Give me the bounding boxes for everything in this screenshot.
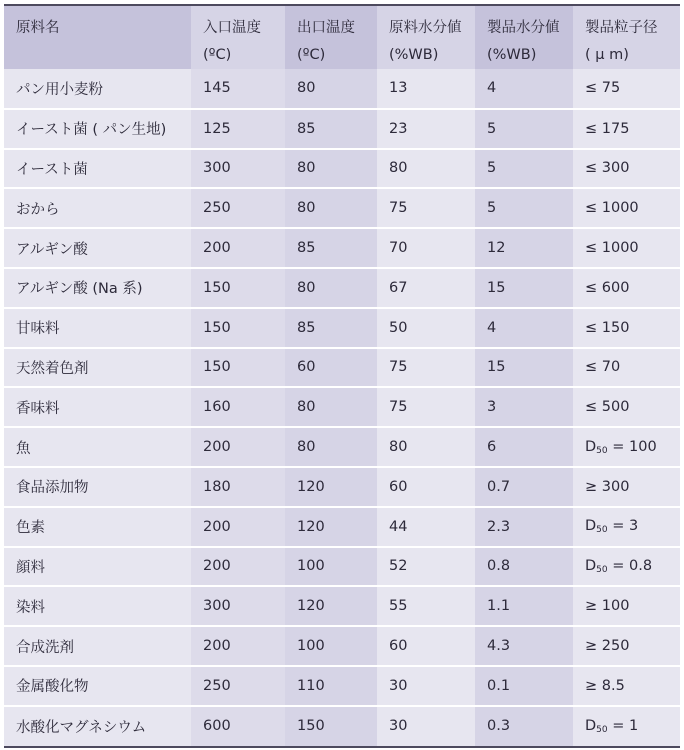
cell-inlet-temp: 250 bbox=[191, 188, 285, 228]
cell-inlet-temp: 125 bbox=[191, 109, 285, 149]
cell-raw-moisture: 55 bbox=[377, 586, 475, 626]
cell-particle-size: $D_{50} = 100$ bbox=[573, 427, 680, 467]
cell-material: 天然着色剤 bbox=[4, 348, 191, 388]
cell-outlet-temp: 80 bbox=[285, 387, 377, 427]
cell-outlet-temp: 85 bbox=[285, 308, 377, 348]
cell-inlet-temp: 300 bbox=[191, 149, 285, 189]
cell-particle-size: ≥ 8.5 bbox=[573, 666, 680, 706]
cell-particle-size: ≥ 250 bbox=[573, 626, 680, 666]
cell-outlet-temp: 120 bbox=[285, 586, 377, 626]
header-inlet-temp bbox=[191, 6, 285, 69]
cell-product-moisture: 3 bbox=[475, 387, 573, 427]
table-row bbox=[4, 348, 680, 388]
cell-raw-moisture: 75 bbox=[377, 188, 475, 228]
cell-material: 食品添加物 bbox=[4, 467, 191, 507]
table-row bbox=[4, 387, 680, 427]
table-row bbox=[4, 467, 680, 507]
cell-particle-size: ≤ 600 bbox=[573, 268, 680, 308]
cell-material: 顔料 bbox=[4, 547, 191, 587]
cell-material: イースト菌 bbox=[4, 149, 191, 189]
cell-inlet-temp: 300 bbox=[191, 586, 285, 626]
cell-particle-size: ≤ 300 bbox=[573, 149, 680, 189]
cell-particle-size: $D_{50} = 3$ bbox=[573, 507, 680, 547]
header-raw-moisture-unit: (%WB) bbox=[389, 47, 439, 63]
cell-raw-moisture: 30 bbox=[377, 666, 475, 706]
cell-raw-moisture: 75 bbox=[377, 387, 475, 427]
cell-inlet-temp: 150 bbox=[191, 308, 285, 348]
cell-particle-size: ≥ 300 bbox=[573, 467, 680, 507]
table-row bbox=[4, 427, 680, 467]
cell-material: 魚 bbox=[4, 427, 191, 467]
cell-raw-moisture: 67 bbox=[377, 268, 475, 308]
cell-raw-moisture: 52 bbox=[377, 547, 475, 587]
table-header bbox=[4, 6, 680, 69]
cell-inlet-temp: 200 bbox=[191, 228, 285, 268]
table-row bbox=[4, 109, 680, 149]
cell-raw-moisture: 75 bbox=[377, 348, 475, 388]
cell-particle-size: $D_{50} = 1$ bbox=[573, 706, 680, 746]
header-product-moisture bbox=[475, 6, 573, 69]
cell-inlet-temp: 180 bbox=[191, 467, 285, 507]
cell-product-moisture: 5 bbox=[475, 109, 573, 149]
header-particle-size-label: 製品粒子径 bbox=[585, 20, 658, 36]
cell-raw-moisture: 30 bbox=[377, 706, 475, 746]
cell-outlet-temp: 150 bbox=[285, 706, 377, 746]
header-particle-size-unit: ( μ m) bbox=[585, 47, 629, 63]
cell-outlet-temp: 80 bbox=[285, 188, 377, 228]
table-row bbox=[4, 626, 680, 666]
header-outlet-temp-label: 出口温度 bbox=[297, 20, 355, 36]
cell-material: イースト菌 ( パン生地) bbox=[4, 109, 191, 149]
table-row bbox=[4, 149, 680, 189]
table-row bbox=[4, 507, 680, 547]
cell-product-moisture: 0.3 bbox=[475, 706, 573, 746]
drying-conditions-table bbox=[4, 6, 680, 746]
header-product-moisture-label: 製品水分値 bbox=[487, 20, 560, 36]
cell-outlet-temp: 100 bbox=[285, 547, 377, 587]
header-particle-size bbox=[573, 6, 680, 69]
table-row bbox=[4, 268, 680, 308]
cell-inlet-temp: 250 bbox=[191, 666, 285, 706]
cell-particle-size: ≤ 175 bbox=[573, 109, 680, 149]
cell-raw-moisture: 70 bbox=[377, 228, 475, 268]
cell-particle-size: ≤ 500 bbox=[573, 387, 680, 427]
cell-inlet-temp: 150 bbox=[191, 268, 285, 308]
cell-outlet-temp: 100 bbox=[285, 626, 377, 666]
cell-material: 合成洗剤 bbox=[4, 626, 191, 666]
cell-inlet-temp: 145 bbox=[191, 69, 285, 109]
header-outlet-temp-unit: (ºC) bbox=[297, 47, 326, 63]
cell-material: 香味料 bbox=[4, 387, 191, 427]
cell-inlet-temp: 200 bbox=[191, 427, 285, 467]
cell-raw-moisture: 13 bbox=[377, 69, 475, 109]
cell-product-moisture: 2.3 bbox=[475, 507, 573, 547]
table-bottom-rule bbox=[4, 746, 680, 748]
cell-inlet-temp: 160 bbox=[191, 387, 285, 427]
cell-particle-size: ≤ 150 bbox=[573, 308, 680, 348]
cell-particle-size: ≤ 1000 bbox=[573, 228, 680, 268]
header-inlet-temp-unit: (ºC) bbox=[203, 47, 232, 63]
table-row bbox=[4, 547, 680, 587]
cell-raw-moisture: 44 bbox=[377, 507, 475, 547]
cell-material: 金属酸化物 bbox=[4, 666, 191, 706]
cell-product-moisture: 4 bbox=[475, 69, 573, 109]
header-raw-moisture bbox=[377, 6, 475, 69]
table-row bbox=[4, 228, 680, 268]
header-material-label: 原料名 bbox=[16, 20, 60, 36]
table-row bbox=[4, 308, 680, 348]
cell-material: アルギン酸 (Na 系) bbox=[4, 268, 191, 308]
cell-product-moisture: 0.7 bbox=[475, 467, 573, 507]
cell-product-moisture: 4.3 bbox=[475, 626, 573, 666]
header-inlet-temp-label: 入口温度 bbox=[203, 20, 261, 36]
cell-product-moisture: 5 bbox=[475, 149, 573, 189]
header-row bbox=[4, 6, 680, 69]
cell-product-moisture: 12 bbox=[475, 228, 573, 268]
cell-product-moisture: 1.1 bbox=[475, 586, 573, 626]
cell-raw-moisture: 80 bbox=[377, 427, 475, 467]
cell-outlet-temp: 85 bbox=[285, 228, 377, 268]
cell-material: 色素 bbox=[4, 507, 191, 547]
cell-inlet-temp: 600 bbox=[191, 706, 285, 746]
cell-raw-moisture: 80 bbox=[377, 149, 475, 189]
cell-product-moisture: 5 bbox=[475, 188, 573, 228]
table-row bbox=[4, 69, 680, 109]
cell-material: 甘味料 bbox=[4, 308, 191, 348]
cell-material: アルギン酸 bbox=[4, 228, 191, 268]
cell-product-moisture: 6 bbox=[475, 427, 573, 467]
table-row bbox=[4, 188, 680, 228]
cell-outlet-temp: 110 bbox=[285, 666, 377, 706]
cell-product-moisture: 0.8 bbox=[475, 547, 573, 587]
cell-outlet-temp: 120 bbox=[285, 467, 377, 507]
cell-material: パン用小麦粉 bbox=[4, 69, 191, 109]
header-material bbox=[4, 6, 191, 69]
cell-outlet-temp: 80 bbox=[285, 427, 377, 467]
cell-product-moisture: 0.1 bbox=[475, 666, 573, 706]
cell-raw-moisture: 60 bbox=[377, 626, 475, 666]
table-row bbox=[4, 666, 680, 706]
cell-raw-moisture: 60 bbox=[377, 467, 475, 507]
cell-outlet-temp: 80 bbox=[285, 268, 377, 308]
cell-particle-size: ≤ 70 bbox=[573, 348, 680, 388]
table-body bbox=[4, 69, 680, 746]
drying-conditions-table-wrapper bbox=[4, 4, 680, 748]
cell-particle-size: ≥ 100 bbox=[573, 586, 680, 626]
cell-inlet-temp: 200 bbox=[191, 507, 285, 547]
cell-inlet-temp: 150 bbox=[191, 348, 285, 388]
cell-product-moisture: 4 bbox=[475, 308, 573, 348]
header-raw-moisture-label: 原料水分値 bbox=[389, 20, 462, 36]
cell-inlet-temp: 200 bbox=[191, 626, 285, 666]
cell-raw-moisture: 23 bbox=[377, 109, 475, 149]
cell-material: おから bbox=[4, 188, 191, 228]
cell-material: 水酸化マグネシウム bbox=[4, 706, 191, 746]
header-product-moisture-unit: (%WB) bbox=[487, 47, 537, 63]
cell-particle-size: $D_{50} = 0.8$ bbox=[573, 547, 680, 587]
cell-outlet-temp: 80 bbox=[285, 69, 377, 109]
cell-outlet-temp: 60 bbox=[285, 348, 377, 388]
cell-raw-moisture: 50 bbox=[377, 308, 475, 348]
cell-product-moisture: 15 bbox=[475, 268, 573, 308]
cell-material: 染料 bbox=[4, 586, 191, 626]
cell-inlet-temp: 200 bbox=[191, 547, 285, 587]
cell-outlet-temp: 85 bbox=[285, 109, 377, 149]
header-outlet-temp bbox=[285, 6, 377, 69]
cell-particle-size: ≤ 1000 bbox=[573, 188, 680, 228]
table-row bbox=[4, 706, 680, 746]
cell-particle-size: ≤ 75 bbox=[573, 69, 680, 109]
cell-product-moisture: 15 bbox=[475, 348, 573, 388]
cell-outlet-temp: 80 bbox=[285, 149, 377, 189]
cell-outlet-temp: 120 bbox=[285, 507, 377, 547]
table-row bbox=[4, 586, 680, 626]
